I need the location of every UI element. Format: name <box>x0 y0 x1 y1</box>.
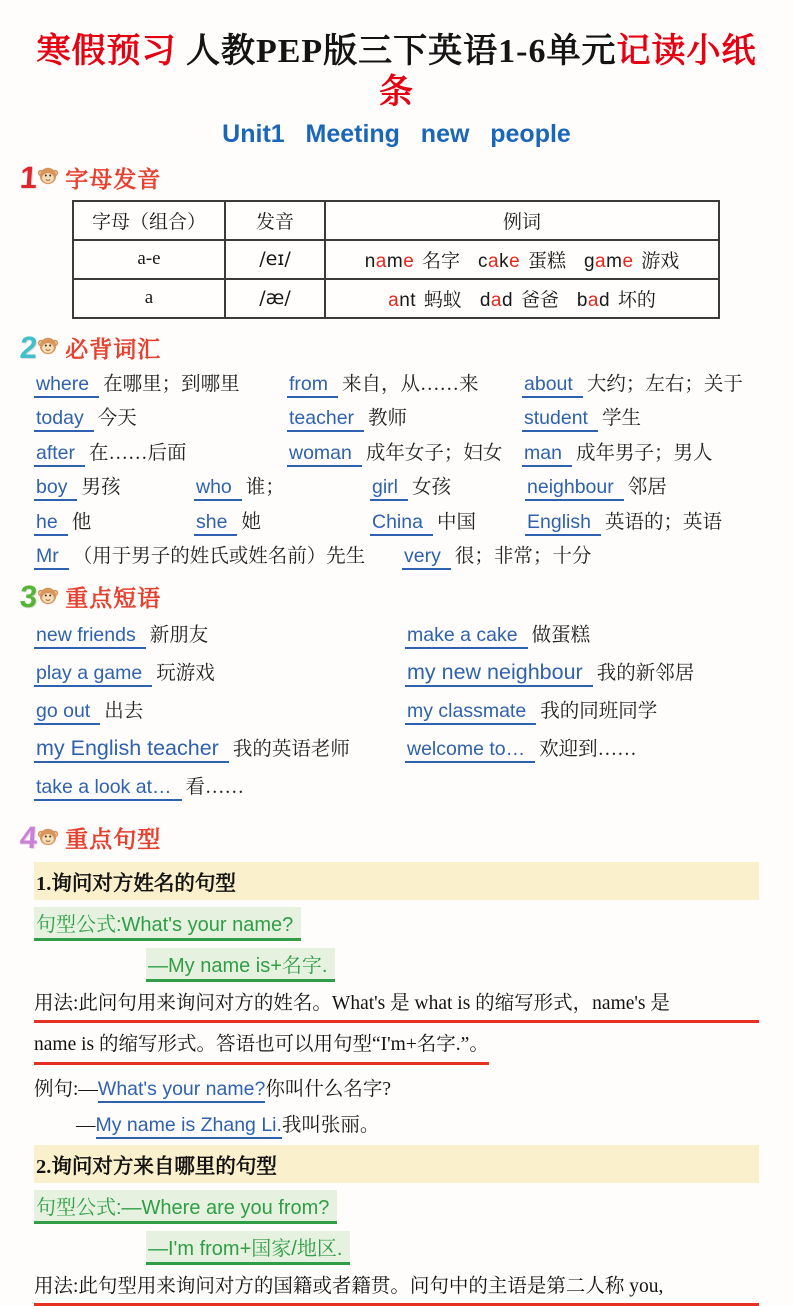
examples-cell <box>325 240 719 279</box>
phonics-table <box>72 200 720 319</box>
vocab-item <box>34 402 287 430</box>
vocab-row <box>34 540 759 568</box>
section-title: 重点短语 <box>65 586 162 612</box>
vocab-item <box>34 437 287 465</box>
vocab-word-zh: （用于男子的姓氏或姓名前）先生 <box>72 546 366 568</box>
section-title: 必背词汇 <box>65 336 162 362</box>
letter: m <box>386 250 404 272</box>
example-word-en <box>365 251 415 272</box>
letter: b <box>576 289 588 311</box>
example-word <box>577 285 656 312</box>
section-number: 2 <box>18 329 39 365</box>
vocab-word-zh: 男孩 <box>81 477 121 499</box>
letter: e <box>509 250 521 272</box>
vocab-word-en: girl <box>370 476 408 501</box>
phrase-en: play a game <box>34 662 152 687</box>
vocab-list <box>34 368 759 569</box>
vocab-word-en: where <box>34 373 99 398</box>
vocab-item <box>34 506 194 534</box>
phrase-en: go out <box>34 700 100 725</box>
vocab-word-zh: 教师 <box>368 408 408 430</box>
phrase-item <box>34 619 405 647</box>
phrase-zh: 欢迎到…… <box>539 739 637 761</box>
letter: a <box>488 250 500 272</box>
table-header-cell: 发音 <box>225 201 325 240</box>
example-word <box>584 246 679 273</box>
letter: n <box>399 289 411 311</box>
table-header-row <box>73 201 719 240</box>
example-word <box>480 285 559 312</box>
usage-text: 用法:此问句用来询问对方的姓名。What's 是 what is 的缩写形式，name's 是 <box>34 991 759 1023</box>
vocab-word-zh: 今天 <box>97 408 137 430</box>
table-row <box>73 279 719 318</box>
vocab-item <box>287 437 522 465</box>
vocab-item <box>287 368 522 396</box>
usage-line <box>34 991 759 1023</box>
letter: d <box>599 289 611 311</box>
phrase-zh: 玩游戏 <box>156 663 215 685</box>
example-zh: 你叫什么名字? <box>265 1078 391 1100</box>
vocab-word-en: who <box>194 476 242 501</box>
vocab-word-en: after <box>34 442 85 467</box>
example-word <box>388 285 462 312</box>
letter: t <box>410 289 417 311</box>
example-en: What's your name? <box>98 1078 265 1103</box>
example-word-zh: 爸爸 <box>516 289 559 311</box>
vocab-word-zh: 来自，从……来 <box>342 373 479 395</box>
vocab-word-zh: 大约；左右；关于 <box>586 373 743 395</box>
vocab-row <box>34 506 759 534</box>
vocab-word-en: from <box>287 373 338 398</box>
sentence-patterns <box>34 862 759 1306</box>
letter: n <box>364 250 376 272</box>
vocab-item <box>402 540 591 568</box>
vocab-word-zh: 英语的；英语 <box>604 511 722 533</box>
phrase-item <box>405 657 759 685</box>
unit-subtitle: Unit1 Meeting new people <box>222 119 571 148</box>
example-zh: 我叫张丽。 <box>281 1114 380 1136</box>
monkey-icon <box>36 585 60 609</box>
pattern-heading: 2.询问对方来自哪里的句型 <box>34 1145 759 1183</box>
vocab-item <box>34 368 287 396</box>
phrase-zh: 我的新邻居 <box>596 663 695 685</box>
formula-line <box>34 1231 759 1265</box>
example-word-en <box>478 251 520 272</box>
phrase-column-right <box>405 619 759 809</box>
letter: k <box>499 250 510 272</box>
vocab-word-en: student <box>522 407 598 432</box>
vocab-row <box>34 402 759 430</box>
examples-cell <box>325 279 719 318</box>
vocab-word-zh: 在……后面 <box>89 442 187 464</box>
example-prefix: 例句:— <box>34 1078 98 1100</box>
letter: d <box>502 289 514 311</box>
example-word-en <box>388 290 416 311</box>
phrase-en: welcome to… <box>405 738 535 763</box>
vocab-word-zh: 很；非常；十分 <box>454 546 592 568</box>
vocab-word-zh: 中国 <box>436 511 476 533</box>
vocab-item <box>525 471 667 499</box>
section-header-phrases <box>20 580 759 613</box>
formula-text: 句型公式:—Where are you from? <box>34 1190 337 1224</box>
example-word-zh: 坏的 <box>613 289 656 311</box>
usage-text: 用法:此句型用来询问对方的国籍或者籍贯。问句中的主语是第二人称 you, <box>34 1274 759 1306</box>
phrase-en: new friends <box>34 624 146 649</box>
usage-text: name is 的缩写形式。答语也可以用句型“I'm+名字.”。 <box>34 1032 489 1064</box>
sound-cell: /æ/ <box>225 279 325 318</box>
phrase-en: my English teacher <box>34 736 229 763</box>
phrase-list <box>34 619 759 809</box>
vocab-item <box>34 540 402 568</box>
letter: a <box>587 289 599 311</box>
phrase-zh: 我的同班同学 <box>540 701 658 723</box>
vocab-word-en: woman <box>287 442 362 467</box>
vocab-word-en: Mr <box>34 545 69 570</box>
vocab-item <box>522 437 712 465</box>
vocab-word-zh: 成年女子；妇女 <box>365 442 503 464</box>
letter: a <box>388 289 400 311</box>
usage-line <box>34 1032 759 1064</box>
vocab-row <box>34 368 759 396</box>
example-line <box>34 1073 759 1101</box>
vocab-word-en: boy <box>34 476 77 501</box>
example-word-zh: 名字 <box>417 250 461 272</box>
letter: e <box>622 250 634 272</box>
vocab-row <box>34 471 759 499</box>
example-word-en <box>584 251 634 272</box>
phrase-zh: 我的英语老师 <box>232 739 350 761</box>
example-prefix: — <box>76 1114 96 1136</box>
formula-line <box>34 1190 759 1224</box>
title-segment: 寒假预习 <box>36 33 186 70</box>
table-row <box>73 240 719 279</box>
phrase-en: take a look at… <box>34 776 182 801</box>
phrase-item <box>34 657 405 685</box>
vocab-word-zh: 他 <box>71 511 92 533</box>
section-header-patterns <box>20 821 759 854</box>
phrase-item <box>405 695 759 723</box>
pattern-heading: 1.询问对方姓名的句型 <box>34 862 759 900</box>
vocab-word-zh: 学生 <box>601 408 641 430</box>
phrase-column-left <box>34 619 405 809</box>
letter: d <box>479 289 491 311</box>
letter: c <box>478 250 489 272</box>
phrase-zh: 出去 <box>104 701 144 723</box>
phrase-item <box>405 733 759 761</box>
table-header-cell: 字母（组合） <box>73 201 225 240</box>
vocab-word-zh: 成年男子；男人 <box>575 442 713 464</box>
example-line <box>76 1109 759 1137</box>
vocab-item <box>370 471 525 499</box>
vocab-item <box>194 506 370 534</box>
section-number: 3 <box>18 579 39 615</box>
phrase-en: my classmate <box>405 700 536 725</box>
example-word-en <box>577 290 610 311</box>
vocab-word-en: man <box>522 442 572 467</box>
vocab-item <box>34 471 194 499</box>
monkey-icon <box>36 826 60 850</box>
phrase-item <box>34 695 405 723</box>
vocab-item <box>194 471 370 499</box>
section-title: 重点句型 <box>65 827 162 853</box>
letters-cell: a-e <box>73 240 225 279</box>
letter: a <box>595 250 607 272</box>
section-number: 4 <box>18 820 39 856</box>
phrase-en: make a cake <box>405 624 528 649</box>
vocab-item <box>522 368 743 396</box>
usage-line <box>34 1274 759 1306</box>
vocab-word-en: he <box>34 511 68 536</box>
phrase-zh: 新朋友 <box>149 625 209 647</box>
example-word-en <box>480 290 513 311</box>
formula-line <box>34 907 759 941</box>
section-title: 字母发音 <box>65 166 162 192</box>
vocab-word-en: she <box>194 511 237 536</box>
formula-line <box>34 948 759 982</box>
example-word <box>478 246 566 273</box>
section-number: 1 <box>18 159 39 195</box>
letter: e <box>403 250 415 272</box>
phrase-zh: 做蛋糕 <box>531 625 591 647</box>
vocab-item <box>522 402 641 430</box>
page-title <box>34 32 759 114</box>
example-en: My name is Zhang Li. <box>96 1114 282 1139</box>
vocab-row <box>34 437 759 465</box>
phrase-en: my new neighbour <box>405 660 593 687</box>
vocab-item <box>370 506 525 534</box>
letter: m <box>606 250 623 272</box>
letter: g <box>583 250 596 272</box>
table-header-cell: 例词 <box>325 201 719 240</box>
phrase-zh: 看…… <box>185 777 245 799</box>
example-word-zh: 蛋糕 <box>523 250 566 272</box>
title-segment: 记读小纸条 <box>379 33 757 111</box>
vocab-word-zh: 在哪里；到哪里 <box>103 373 240 395</box>
vocab-word-en: China <box>370 511 433 536</box>
section-header-vocab <box>20 331 759 364</box>
vocab-word-en: teacher <box>287 407 364 432</box>
vocab-word-en: very <box>402 545 451 570</box>
vocab-item <box>287 402 522 430</box>
vocab-word-zh: 她 <box>241 511 261 533</box>
phrase-item <box>34 733 405 761</box>
vocab-word-zh: 邻居 <box>627 477 667 499</box>
letter: a <box>490 289 502 311</box>
phrase-item <box>34 771 405 799</box>
example-word-zh: 蚂蚁 <box>419 289 462 311</box>
formula-text: —I'm from+国家/地区. <box>146 1231 350 1265</box>
title-segment: 人教PEP版三下英语1-6单元 <box>185 33 617 70</box>
phrase-item <box>405 619 759 647</box>
formula-text: 句型公式:What's your name? <box>34 907 301 941</box>
monkey-icon <box>36 335 60 359</box>
example-word <box>365 246 460 273</box>
section-header-phonics <box>20 161 759 194</box>
letter: a <box>375 250 387 272</box>
vocab-word-zh: 谁； <box>245 477 285 499</box>
vocab-word-en: neighbour <box>525 476 624 501</box>
vocab-word-zh: 女孩 <box>412 477 452 499</box>
monkey-icon <box>36 165 60 189</box>
letters-cell: a <box>73 279 225 318</box>
vocab-item <box>525 506 722 534</box>
vocab-word-en: today <box>34 407 94 432</box>
vocab-word-en: about <box>522 373 583 398</box>
example-word-zh: 游戏 <box>636 250 680 272</box>
vocab-word-en: English <box>525 511 601 536</box>
sound-cell: /eɪ/ <box>225 240 325 279</box>
formula-text: —My name is+名字. <box>146 948 335 982</box>
